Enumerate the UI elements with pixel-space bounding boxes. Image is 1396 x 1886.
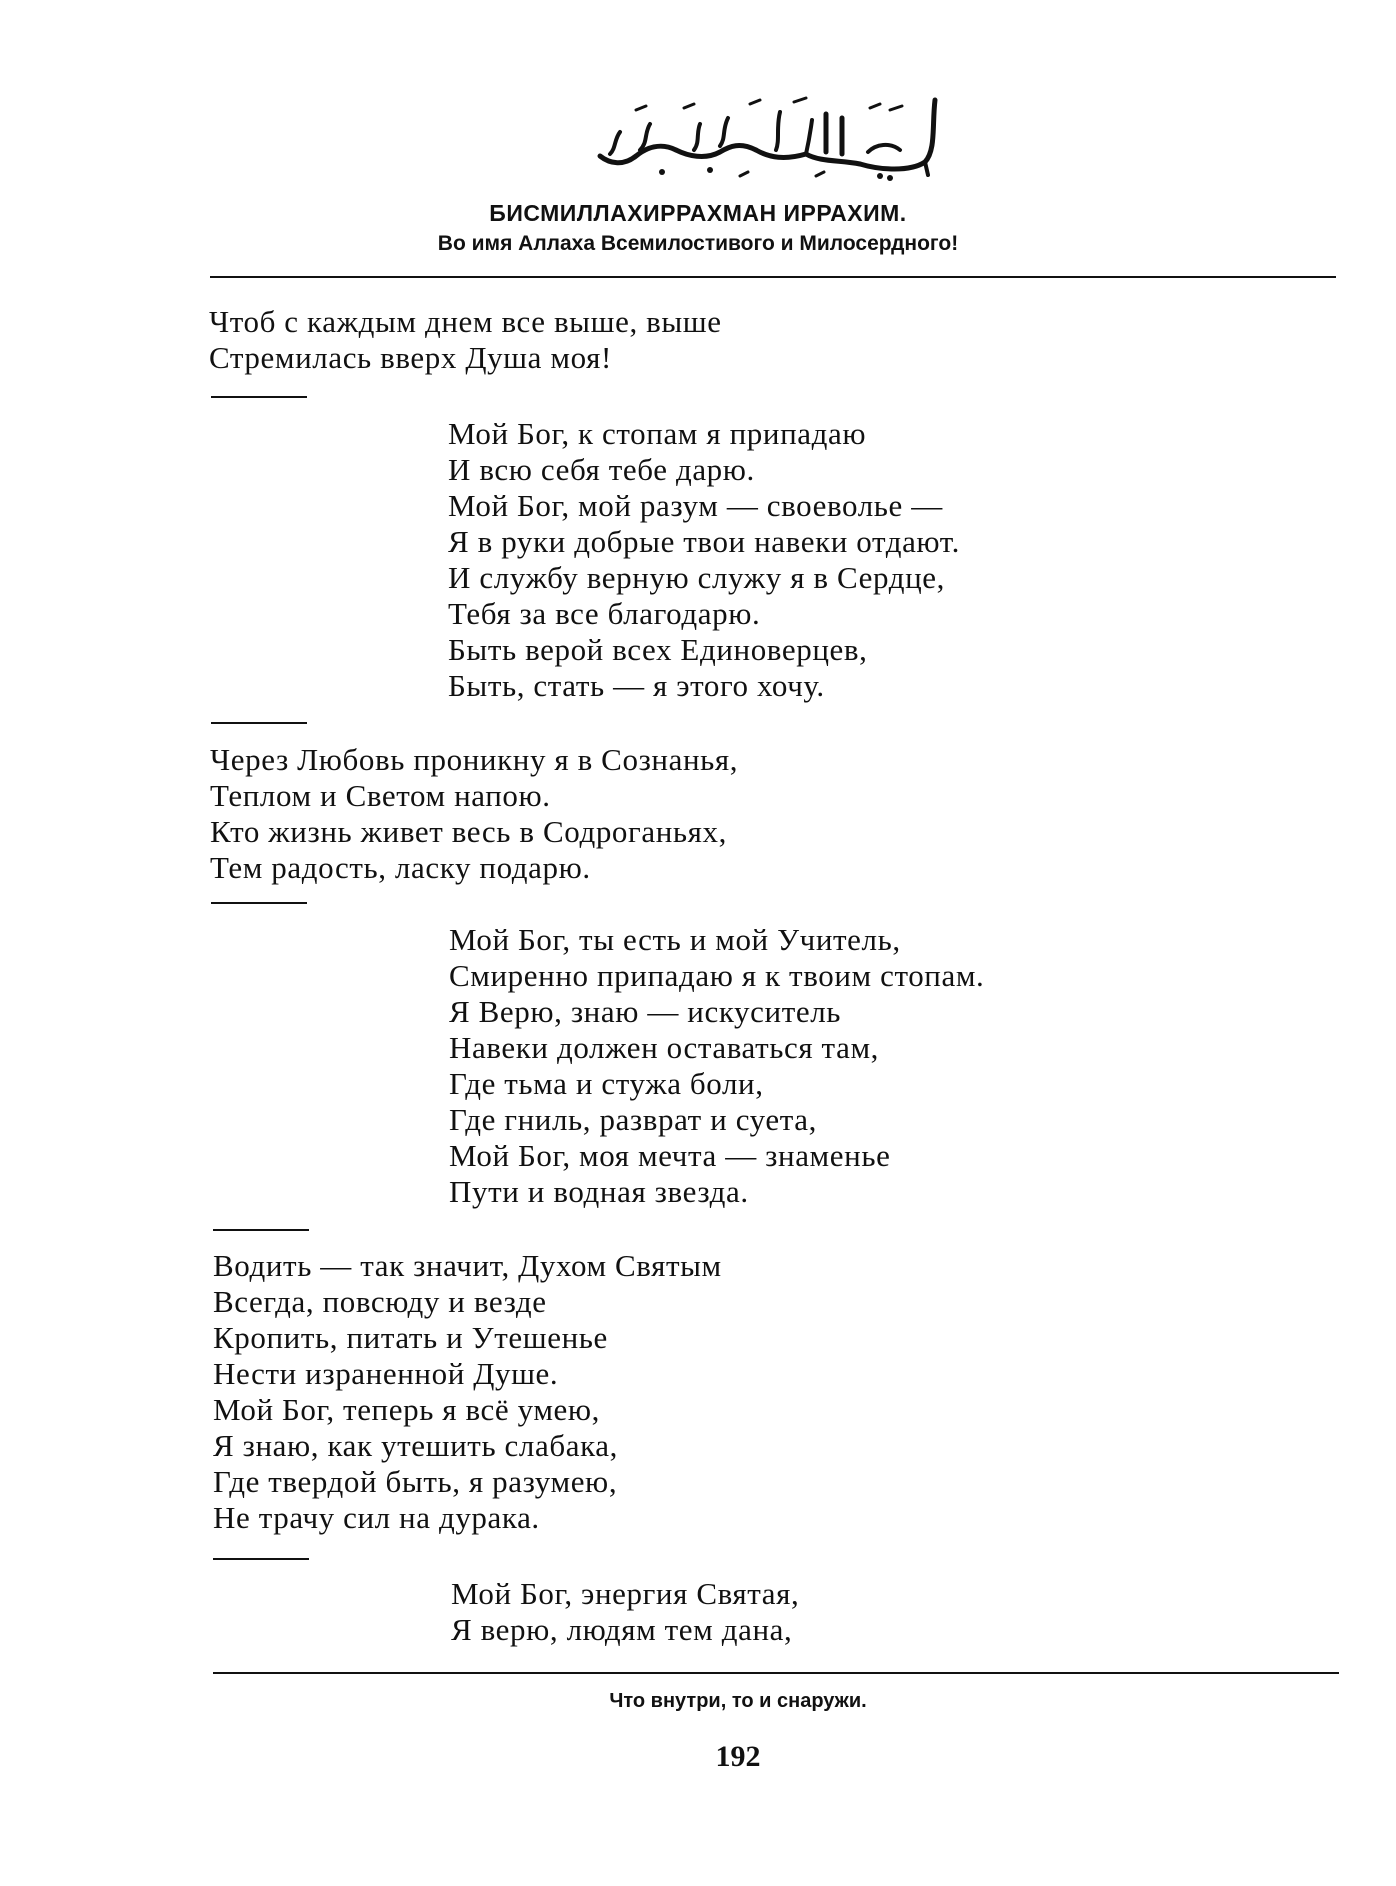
poem-line: Быть верой всех Единоверцев,: [448, 632, 868, 667]
poem-line: Мой Бог, к стопам я припадаю: [448, 416, 867, 451]
poem-line: Пути и водная звезда.: [449, 1174, 749, 1209]
poem-line: Где гниль, разврат и суета,: [449, 1102, 817, 1137]
page-number: 192: [715, 1740, 761, 1773]
poem-line: Через Любовь проникну я в Сознанья,: [210, 742, 739, 777]
poem-line: Где твердой быть, я разумею,: [213, 1464, 618, 1499]
poem-line: Мой Бог, мой разум — своеволье —: [448, 488, 943, 523]
footer-motto: Что внутри, то и снаружи.: [609, 1690, 867, 1712]
stanza-divider: [213, 1229, 309, 1231]
poem-line: Мой Бог, энергия Святая,: [451, 1576, 800, 1611]
poem-line: Я знаю, как утешить слабака,: [213, 1428, 618, 1463]
poem-line: Смиренно припадаю я к твоим стопам.: [449, 958, 985, 993]
header-subtitle: Во имя Аллаха Всемилостивого и Милосердного!: [437, 232, 959, 255]
poem-line: Быть, стать — я этого хочу.: [448, 668, 825, 703]
poem-line: Водить — так значит, Духом Святым: [213, 1248, 722, 1283]
poem-line: И службу верную служу я в Сердце,: [448, 560, 945, 595]
poem-stanza-5: [213, 1248, 722, 1536]
poem-line: Я верю, людям тем дана,: [451, 1612, 793, 1647]
poem-stanza-2: [448, 416, 960, 704]
poem-line: Тем радость, ласку подарю.: [210, 850, 591, 885]
poem-line: И всю себя тебе дарю.: [448, 452, 755, 487]
poem-line: Нести израненной Душе.: [213, 1356, 559, 1391]
header-title: БИСМИЛЛАХИРРАХМАН ИРРАХИМ.: [489, 200, 907, 226]
poem-line: Мой Бог, теперь я всё умею,: [213, 1392, 601, 1427]
header-rule: [210, 276, 1336, 278]
poem-line: Где тьма и стужа боли,: [449, 1066, 764, 1101]
bismillah-calligraphy-icon: [580, 80, 960, 190]
poem-line: Кропить, питать и Утешенье: [213, 1320, 608, 1355]
poem-line: Тебя за все благодарю.: [448, 596, 761, 631]
poem-stanza-3: [210, 742, 738, 886]
poem-line: Стремилась вверх Душа моя!: [209, 340, 612, 375]
poem-line: Навеки должен оставаться там,: [449, 1030, 880, 1065]
poem-line: Не трачу сил на дурака.: [213, 1500, 540, 1535]
stanza-divider: [211, 902, 307, 904]
footer-rule: [213, 1672, 1339, 1674]
poem-line: Мой Бог, моя мечта — знаменье: [449, 1138, 891, 1173]
poem-stanza-1: [209, 304, 722, 376]
poem-stanza-4: [449, 922, 984, 1210]
poem-line: Кто жизнь живет весь в Содроганьях,: [210, 814, 727, 849]
stanza-divider: [211, 722, 307, 724]
poem-line: Я Верю, знаю — искуситель: [449, 994, 842, 1029]
poem-line: Я в руки добрые твои навеки отдают.: [448, 524, 960, 559]
stanza-divider: [211, 396, 307, 398]
poem-line: Теплом и Светом напою.: [210, 778, 551, 813]
poem-stanza-6: [451, 1576, 799, 1648]
poem-line: Чтоб с каждым днем все выше, выше: [209, 304, 722, 339]
stanza-divider: [213, 1558, 309, 1560]
poem-line: Всегда, повсюду и везде: [213, 1284, 547, 1319]
poem-line: Мой Бог, ты есть и мой Учитель,: [449, 922, 901, 957]
